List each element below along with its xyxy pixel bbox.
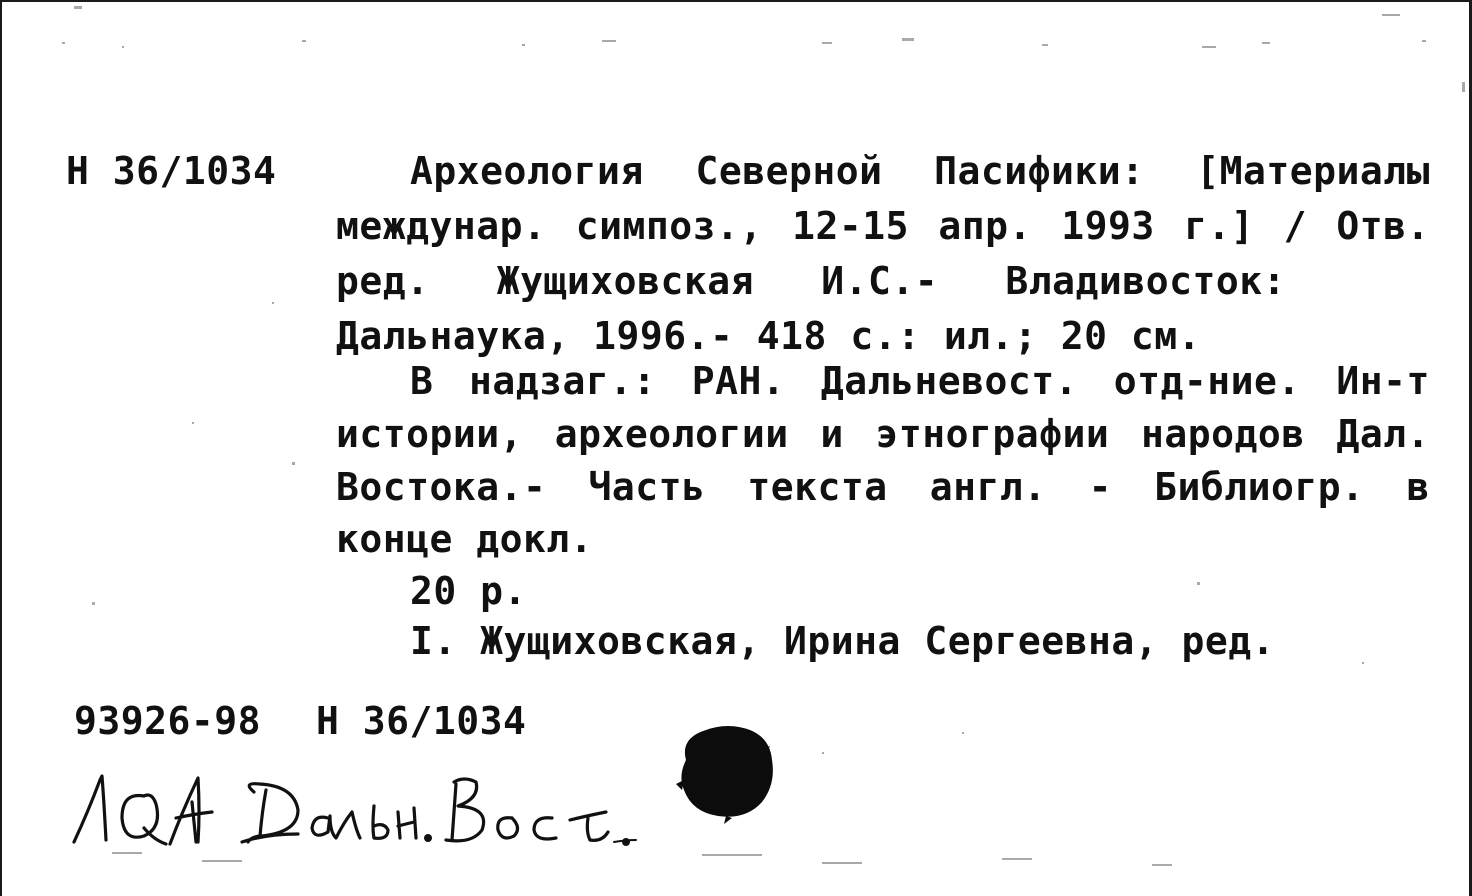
word: текста	[747, 465, 888, 509]
word: Дальневост.	[820, 359, 1079, 403]
word: 12-15	[792, 204, 910, 248]
word: Северной	[695, 149, 883, 193]
shelf-mark: Н 36/1034	[66, 149, 277, 193]
word: отд-ние.	[1113, 359, 1301, 403]
word: 1993	[1061, 204, 1155, 248]
word: и	[820, 412, 844, 456]
word: Дал.	[1336, 412, 1430, 456]
word: Жущиховская	[496, 259, 754, 303]
description-line-6	[336, 407, 1430, 462]
word: В	[410, 359, 434, 403]
word: надзаг.:	[469, 359, 657, 403]
word: англ.	[929, 465, 1047, 509]
word: Пасифики:	[934, 149, 1145, 193]
description-line-7	[336, 460, 1430, 515]
description-line-8: конце докл.	[336, 517, 594, 561]
word: народов	[1141, 412, 1305, 456]
word: апр.	[938, 204, 1032, 248]
description-line-5	[336, 354, 1430, 409]
word: Часть	[588, 465, 706, 509]
word: Отв.	[1336, 204, 1430, 248]
description-line-2	[336, 199, 1430, 254]
word: Археология	[410, 149, 644, 193]
word: в	[1406, 465, 1430, 509]
word: Востока.-	[336, 465, 547, 509]
added-entry-line: I. Жущиховская, Ирина Сергеевна, ред.	[410, 619, 1275, 663]
word: Библиогр.	[1154, 465, 1365, 509]
accession-shelf-mark: Н 36/1034	[316, 699, 527, 743]
word: /	[1283, 204, 1308, 248]
word: Ин-т	[1336, 359, 1430, 403]
word: симпоз.,	[575, 204, 763, 248]
description-line-1	[336, 144, 1430, 199]
word: Владивосток:	[1005, 259, 1286, 303]
word: г.]	[1184, 204, 1255, 248]
word: И.С.-	[821, 259, 939, 303]
price-line: 20 р.	[410, 569, 527, 613]
word: РАН.	[691, 359, 786, 403]
handwritten-note	[66, 762, 706, 862]
accession-number: 93926-98	[74, 699, 262, 743]
word: этнографии	[875, 412, 1110, 456]
ink-blot	[666, 720, 786, 830]
word: ред.	[336, 259, 430, 303]
word: -	[1088, 465, 1113, 509]
description-line-4: Дальнаука, 1996.- 418 с.: ил.; 20 см.	[336, 314, 1201, 358]
description-line-3	[336, 254, 1286, 309]
word: [Материалы	[1196, 149, 1430, 193]
word: истории,	[336, 412, 524, 456]
word: археологии	[554, 412, 789, 456]
word: междунар.	[336, 204, 547, 248]
